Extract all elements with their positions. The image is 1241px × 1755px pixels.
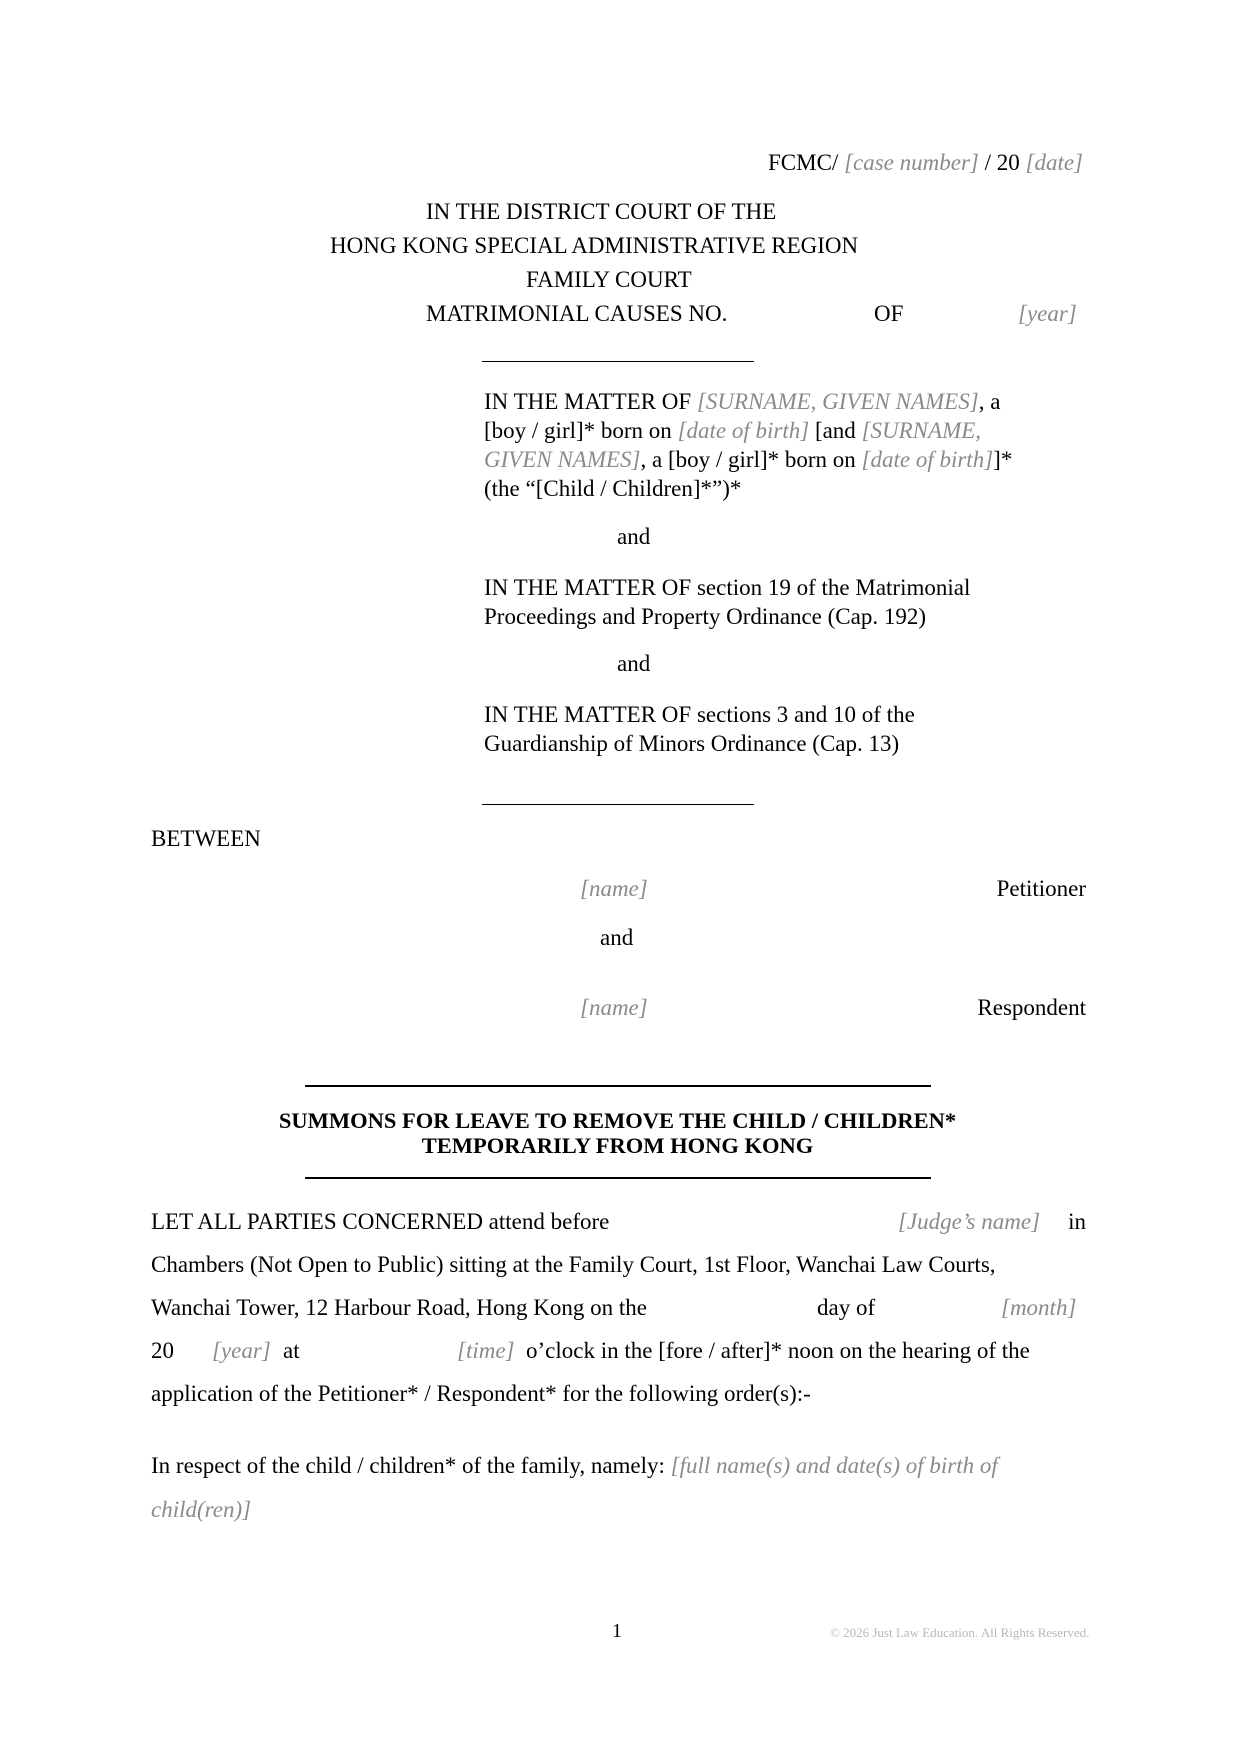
matter1-text: [boy / girl]* born on (484, 418, 678, 443)
matter1-text: [and (809, 418, 862, 443)
copyright-notice: © 2026 Just Law Education. All Rights Reserved. (830, 1625, 1090, 1640)
matter1-text: , a [boy / girl]* born on (640, 447, 862, 472)
and-connector: and (617, 524, 651, 549)
matter3-line: Guardianship of Minors Ordinance (Cap. 13) (484, 731, 900, 756)
case-number-placeholder: [case number] (844, 150, 979, 175)
surname-placeholder: [SURNAME, (861, 418, 982, 443)
case-reference (768, 150, 1083, 176)
respondent-name-placeholder: [name] (580, 995, 648, 1020)
time-placeholder: [time] (457, 1338, 515, 1363)
page-number: 1 (612, 1620, 622, 1642)
and-connector: and (600, 925, 634, 950)
of-label: OF (874, 301, 904, 326)
petitioner-label: Petitioner (996, 876, 1086, 901)
court-line-3: FAMILY COURT (526, 267, 692, 292)
judge-name-placeholder: [Judge’s name] (898, 1209, 1041, 1234)
case-separator: / 20 (984, 150, 1020, 175)
matter1-text: ]* (993, 447, 1013, 472)
court-line-1: IN THE DISTRICT COURT OF THE (426, 199, 777, 224)
surname-placeholder: [SURNAME, GIVEN NAMES] (696, 389, 979, 414)
matter2-line: IN THE MATTER OF section 19 of the Matrimonial (484, 575, 971, 600)
children-details-placeholder-cont: child(ren)] (151, 1497, 252, 1522)
divider-rule (482, 804, 754, 805)
matter-section-19 (484, 573, 1084, 631)
body-line-3: Wanchai Tower, 12 Harbour Road, Hong Kong on the (151, 1295, 647, 1320)
children-definition: (the “[Child / Children]*”)* (484, 476, 742, 501)
year-placeholder: [year] (212, 1338, 271, 1363)
matter1-text: , a (978, 389, 1001, 414)
title-rule-top (305, 1085, 931, 1087)
children-details-placeholder: [full name(s) and date(s) of birth of (670, 1453, 998, 1478)
day-of-label: day of (817, 1295, 876, 1320)
dob-placeholder: [date of birth] (861, 447, 994, 472)
summons-title-line-2: TEMPORARILY FROM HONG KONG (421, 1133, 814, 1158)
petitioner-name-placeholder: [name] (580, 876, 648, 901)
matrimonial-causes-label: MATRIMONIAL CAUSES NO. (426, 301, 728, 326)
case-date-placeholder: [date] (1025, 150, 1083, 175)
given-names-placeholder: GIVEN NAMES] (484, 447, 641, 472)
matter3-line: IN THE MATTER OF sections 3 and 10 of the (484, 702, 915, 727)
matter-guardianship (484, 700, 1084, 758)
body-line-5: application of the Petitioner* / Respondent* for the following order(s):- (151, 1381, 811, 1406)
matter2-line: Proceedings and Property Ordinance (Cap. 192) (484, 604, 926, 629)
case-prefix: FCMC/ (767, 150, 839, 175)
body-in: in (1068, 1209, 1086, 1234)
children-intro: In respect of the child / children* of the family, namely: (151, 1453, 671, 1478)
body-line-4: o’clock in the [fore / after]* noon on the hearing of the (526, 1338, 1030, 1363)
year-placeholder: [year] (1018, 301, 1077, 326)
divider-rule (482, 361, 754, 362)
body-line-2: Chambers (Not Open to Public) sitting at the Family Court, 1st Floor, Wanchai Law Courts, (151, 1252, 996, 1277)
dob-placeholder: [date of birth] (677, 418, 810, 443)
body-20: 20 (151, 1338, 174, 1363)
between-label: BETWEEN (151, 826, 261, 851)
matter1-text: IN THE MATTER OF (484, 389, 697, 414)
title-rule-bottom (305, 1177, 931, 1179)
and-connector: and (617, 651, 651, 676)
body-at: at (283, 1338, 300, 1363)
respondent-label: Respondent (977, 995, 1086, 1020)
summons-title-line-1: SUMMONS FOR LEAVE TO REMOVE THE CHILD / CHILDREN* (278, 1108, 957, 1133)
month-placeholder: [month] (1001, 1295, 1077, 1320)
body-line-6 (151, 1453, 998, 1479)
matter-children (484, 387, 1084, 503)
body-line-1: LET ALL PARTIES CONCERNED attend before (151, 1209, 610, 1234)
court-line-2: HONG KONG SPECIAL ADMINISTRATIVE REGION (330, 233, 859, 258)
